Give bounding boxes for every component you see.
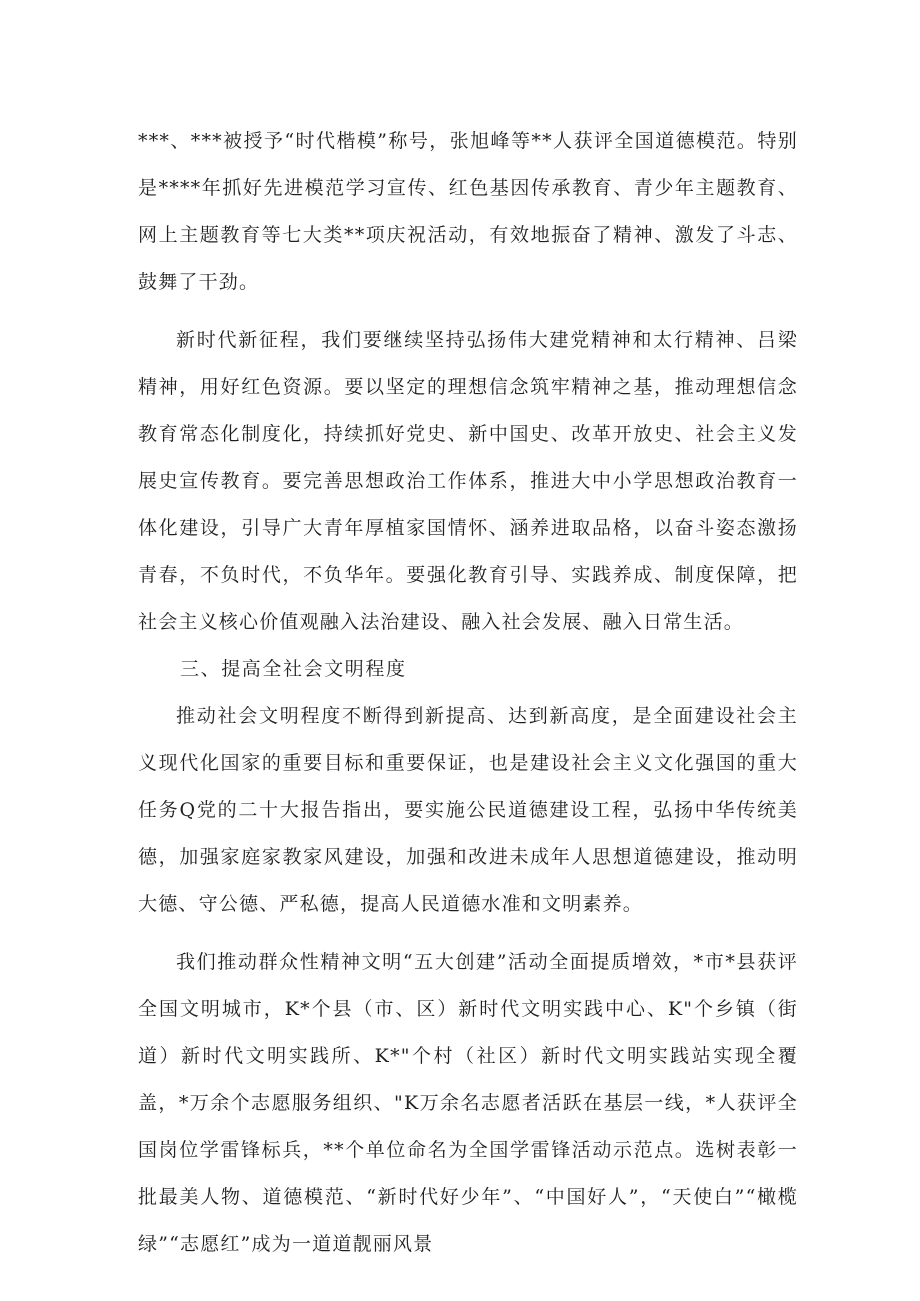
paragraph-new-era: 新时代新征程，我们要继续坚持弘扬伟大建党精神和太行精神、吕梁精神，用好红色资源。要以坚定的理想信念筑牢精神之基，推动理想信念教育常态化制度化，持续抓好党史、新中国史、改革开放史、社会主义发展史宣传教育。要完善思想政治工作体系，推进大中小学思想政治教育一体化建设，引导广大青年厚植家国情怀、涵养进取品格，以奋斗姿态激扬青春，不负时代，不负华年。要强化教育引导、实践养成、制度保障，把社会主义核心价值观融入法治建设、融入社会发展、融入日常生活。: [138, 329, 798, 633]
paragraph-honors: ***、***被授予“时代楷模”称号，张旭峰等**人获评全国道德模范。特别是****年抓好先进模范学习宣传、红色基因传承教育、青少年主题教育、网上主题教育等七大类**项庆祝活动，有效地振奋了精神、激发了斗志、鼓舞了干劲。: [138, 130, 798, 293]
paragraph-five-creations: 我们推动群众性精神文明“五大创建”活动全面提质增效，*市*县获评全国文明城市，K*个县（市、区）新时代文明实践中心、K"个乡镇（街道）新时代文明实践所、K*"个村（社区）新时代文明实践站实现全覆盖，*万余个志愿服务组织、"K万余名志愿者活跃在基层一线，*人获评全国岗位学雷锋标兵，**个单位命名为全国学雷锋活动示范点。选树表彰一批最美人物、道德模范、“新时代好少年”、“中国好人”，“天使白”“橄榄绿”“志愿红”成为一道道靓丽风景: [138, 951, 798, 1255]
paragraph-gap: [138, 928, 798, 939]
section-heading: 三、提高全社会文明程度: [180, 658, 407, 680]
paragraph-gap: [138, 306, 798, 317]
document-body: [138, 118, 798, 1268]
paragraph-civilization: 推动社会文明程度不断得到新提高、达到新高度，是全面建设社会主义现代化国家的重要目标和重要保证，也是建设社会主义文化强国的重大任务Q党的二十大报告指出，要实施公民道德建设工程，弘扬中华传统美德，加强家庭家教家风建设，加强和改进未成年人思想道德建设，推动明大德、守公德、严私德，提高人民道德水准和文明素养。: [138, 705, 798, 915]
